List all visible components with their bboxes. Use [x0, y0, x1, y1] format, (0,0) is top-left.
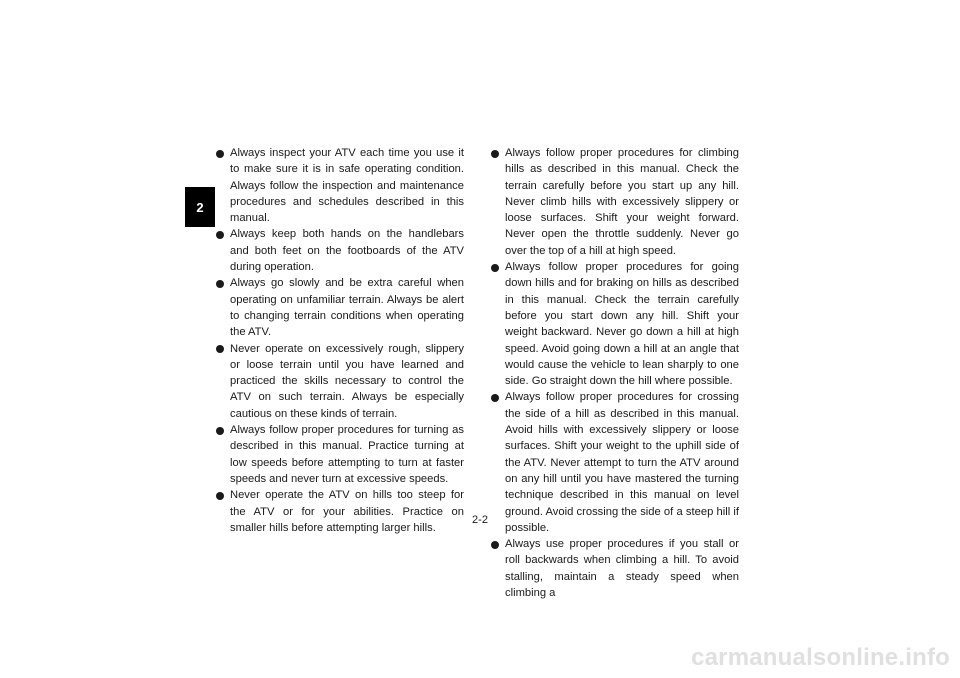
bullet-icon [216, 150, 224, 158]
list-item [216, 275, 464, 340]
list-item [216, 422, 464, 487]
chapter-tab [185, 187, 215, 227]
bullet-icon [216, 427, 224, 435]
watermark: carmanualsonline.info [691, 644, 950, 671]
bullet-text: Always inspect your ATV each time you use it to make sure it is in safe operating condition. Always follow the inspection and maintenance procedures and schedules described in this manual. [230, 147, 464, 225]
list-item [491, 259, 739, 389]
left-column [216, 145, 464, 536]
list-item [491, 145, 739, 259]
bullet-text: Never operate the ATV on hills too steep for the ATV or for your abilities. Practice on smaller hills before attempting larger hills. [230, 489, 464, 534]
bullet-icon [216, 492, 224, 500]
left-bullet-list [216, 145, 464, 536]
list-item [216, 487, 464, 536]
bullet-icon [216, 231, 224, 239]
bullet-text: Always follow proper procedures for turning as described in this manual. Practice turning at low speeds before attempting to turn at faster speeds and never turn at excessive speeds. [230, 424, 464, 485]
bullet-icon [216, 280, 224, 288]
bullet-text: Never operate on excessively rough, slippery or loose terrain until you have learned and practiced the skills necessary to control the ATV on such terrain. Always be especially cautious on these kinds of terrain. [230, 342, 464, 420]
list-item [216, 145, 464, 226]
bullet-text: Always keep both hands on the handlebars and both feet on the footboards of the ATV during operation. [230, 228, 464, 274]
list-item [216, 226, 464, 275]
bullet-text: Always use proper procedures if you stall or roll backwards when climbing a hill. To avoid stalling, maintain a steady speed when climbing a [505, 538, 739, 600]
bullet-icon [216, 345, 224, 353]
list-item [491, 536, 739, 601]
bullet-text: Always follow proper procedures for climbing hills as described in this manual. Check the terrain carefully before you start up any hill. Never climb hills with excessively slippery or loose surfaces. Shift your weight forward. Never open the throttle suddenly. Never go over the top of a hill at high speed. [505, 147, 739, 257]
bullet-text: Always follow proper procedures for going down hills and for braking on hills as described in this manual. Check the terrain carefully before you start down any hill. Shift your weight backward. Never go down a hill at high speed. Avoid going down a hill at an angle that would cause the vehicle to lean sharply to one side. Go straight down the hill where possible. [505, 261, 739, 388]
bullet-text: Always go slowly and be extra careful when operating on unfamiliar terrain. Always be alert to changing terrain conditions when operating the ATV. [230, 277, 464, 339]
bullet-icon [491, 541, 499, 549]
bullet-icon [491, 264, 499, 272]
right-column [491, 145, 739, 601]
chapter-number: 2 [196, 199, 204, 215]
bullet-icon [491, 150, 499, 158]
bullet-text: Always follow proper procedures for crossing the side of a hill as described in this manual. Avoid hills with excessively slippery or loose surfaces. Shift your weight to the uphill side of the ATV. Never attempt to turn the ATV around on any hill until you have mastered the turning technique described in this manual on level ground. Avoid crossing the side of a steep hill if possible. [505, 391, 739, 534]
list-item [216, 341, 464, 422]
bullet-icon [491, 394, 499, 402]
right-bullet-list [491, 145, 739, 601]
page-number: 2-2 [472, 514, 488, 526]
